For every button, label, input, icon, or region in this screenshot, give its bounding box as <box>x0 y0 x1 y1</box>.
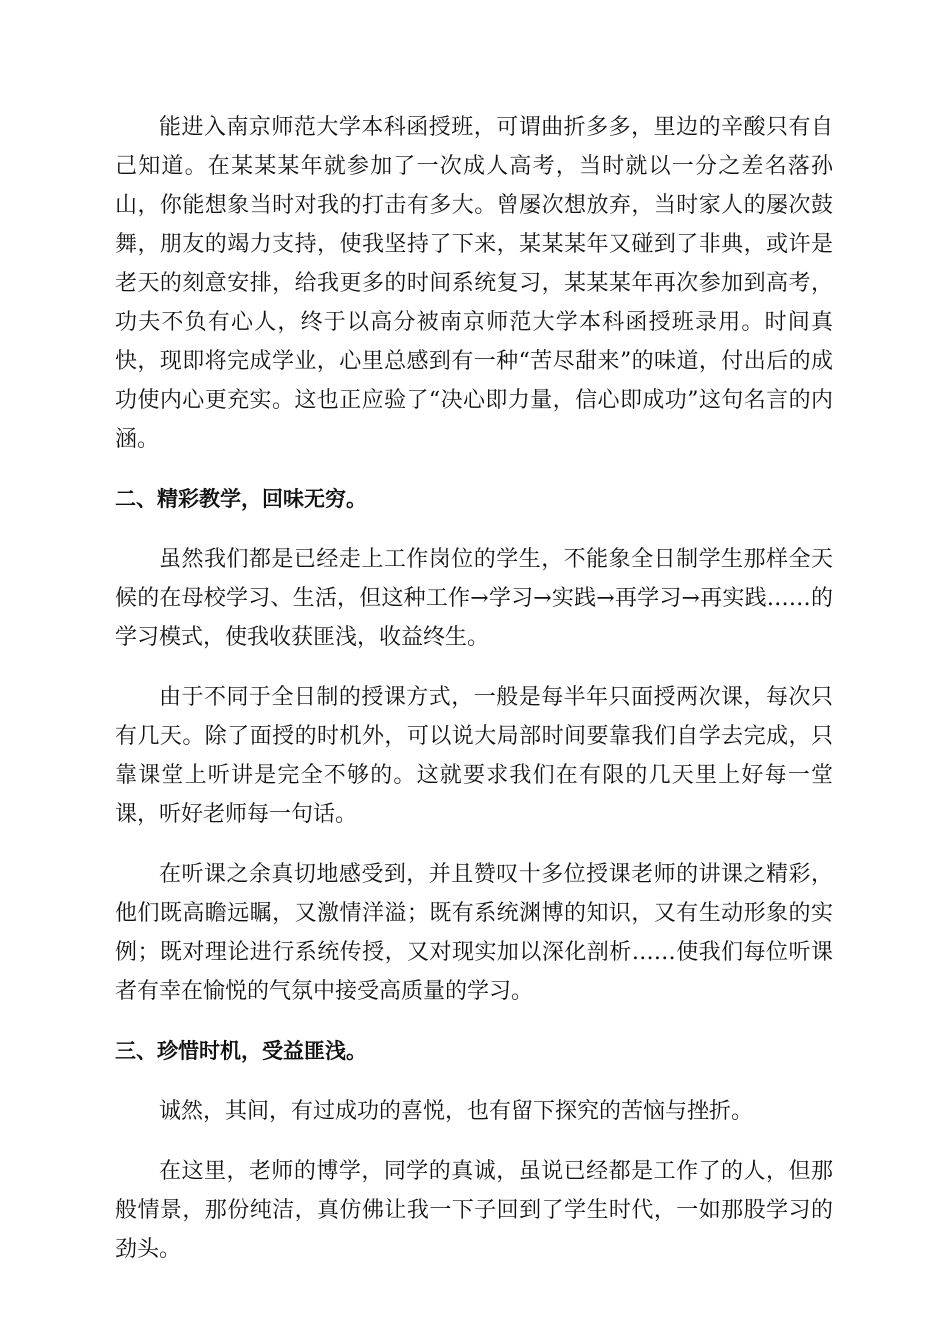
paragraph-student-days: 在这里，老师的博学，同学的真诚，虽说已经都是工作了的人，但那般情景，那份纯洁，真仿佛让我一下子回到了学生时代，一如那股学习的劲头。 <box>115 1159 833 1262</box>
document-body <box>115 108 833 1290</box>
paragraph-teaching-method: 由于不同于全日制的授课方式，一般是每半年只面授两次课，每次只有几天。除了面授的时机外，可以说大局部时间要靠我们自学去完成，只靠课堂上听讲是完全不够的。这就要求我们在有限的几天里上好每一堂课，听好老师每一句话。 <box>115 685 833 827</box>
paragraph-admission: 能进入南京师范大学本科函授班，可谓曲折多多，里边的辛酸只有自己知道。在某某某年就参加了一次成人高考，当时就以一分之差名落孙山，你能想象当时对我的打击有多大。曾屡次想放弃，当时家人的屡次鼓舞，朋友的竭力支持，使我坚持了下来，某某某年又碰到了非典，或许是老天的刻意安排，给我更多的时间系统复习，某某某年再次参加到高考，功夫不负有心人，终于以高分被南京师范大学本科函授班录用。时间真快，现即将完成学业，心里总感到有一种“苦尽甜来”的味道，付出后的成功使内心更充实。这也正应验了“决心即力量，信心即成功”这句名言的内涵。 <box>115 115 833 452</box>
paragraph-joys: 诚然，其间，有过成功的喜悦，也有留下探究的苦恼与挫折。 <box>159 1099 754 1124</box>
paragraph-study-mode: 虽然我们都是已经走上工作岗位的学生，不能象全日制学生那样全天候的在母校学习、生活，但这种工作→学习→实践→再学习→再实践……的学习模式，使我收获匪浅，收益终生。 <box>115 547 833 650</box>
paragraph-teachers: 在听课之余真切地感受到，并且赞叹十多位授课老师的讲课之精彩，他们既高瞻远瞩，又激情洋溢；既有系统渊博的知识，又有生动形象的实例；既对理论进行系统传授，又对现实加以深化剖析……使我们每位听课者有幸在愉悦的气氛中接受高质量的学习。 <box>115 862 833 1004</box>
section-heading-teaching: 二、精彩教学，回味无穷。 <box>115 487 367 511</box>
section-heading-opportunity: 三、珍惜时机，受益匪浅。 <box>115 1039 367 1063</box>
